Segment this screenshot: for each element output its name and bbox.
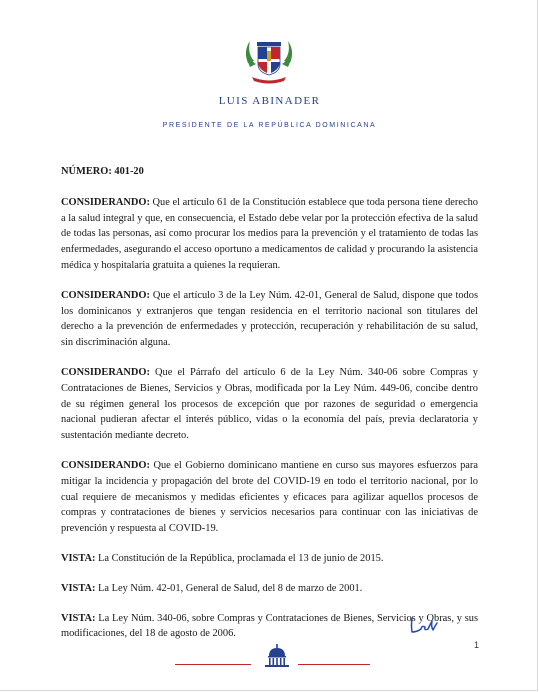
coat-of-arms-icon [240, 33, 298, 85]
paragraph-text: La Ley Núm. 42-01, General de Salud, del 8 de marzo de 2001. [95, 582, 363, 594]
vista-paragraph [61, 551, 478, 567]
page-number: 1 [474, 640, 480, 650]
paragraph-label: VISTA: [61, 612, 96, 624]
paragraph-text: Que el artículo 61 de la Constitución establece que toda persona tiene derecho a la salud integral y que, en consecuencia, el Estado debe velar por la protección efectiva de la salud de todas las personas, así como procurar los medios para la prevención y el tratamiento de todas las enfermedades, asegurando el acceso oportuno a medicamentos de calidad y procurando la asistencia médica y hospitalaria gratuita a quienes la requieran. [61, 196, 478, 271]
footer-rule-left [175, 664, 251, 665]
decree-number [61, 164, 478, 180]
president-name: LUIS ABINADER [218, 95, 321, 107]
palace-dome-icon [262, 644, 292, 668]
considerando-paragraph [61, 458, 478, 537]
paragraph-label: CONSIDERANDO: [61, 289, 150, 301]
paragraph-label: CONSIDERANDO: [61, 366, 150, 378]
paragraph-text: Que el artículo 3 de la Ley Núm. 42-01, General de Salud, dispone que todos los dominicanos y extranjeros que tengan residencia en el territorio nacional son titulares del derecho a la prevención de enfermedades y protección, recuperación y rehabilitación de su salud, sin discriminación alguna. [61, 289, 478, 349]
considerando-paragraph [61, 288, 478, 351]
vista-paragraph [61, 581, 478, 597]
paragraph-label: CONSIDERANDO: [61, 459, 150, 471]
paragraph-label: CONSIDERANDO: [61, 196, 150, 208]
paragraph-label: VISTA: [61, 552, 96, 564]
considerando-paragraph [61, 195, 478, 274]
handwritten-initials-icon [408, 614, 440, 638]
decree-number-label: NÚMERO: 401-20 [61, 166, 144, 177]
paragraph-label: VISTA: [61, 582, 96, 594]
considerando-paragraph [61, 365, 478, 444]
paragraph-text: Que el Párrafo del artículo 6 de la Ley Núm. 340-06 sobre Compras y Contrataciones de Bienes, Servicios y Obras, modificada por la Ley Núm. 449-06, concibe dentro de su régimen general los procesos de excepción que por razones de seguridad o emergencia nacional pudieran afectar el interés público, vidas o la economía del país, previa declaratoria y sustentación mediante decreto. [61, 366, 478, 442]
decree-body [61, 164, 478, 656]
paragraph-text: La Ley Núm. 340-06, sobre Compras y Contrataciones de Bienes, Servicios y Obras, y sus modificaciones, del 18 de agosto de 2006. [61, 612, 478, 640]
president-title: PRESIDENTE DE LA REPÚBLICA DOMINICANA [162, 122, 377, 129]
paragraph-text: La Constitución de la República, proclamada el 13 de junio de 2015. [95, 552, 384, 564]
footer-rule-right [298, 664, 370, 665]
paragraph-text: Que el Gobierno dominicano mantiene en curso sus mayores esfuerzos para mitigar la incidencia y propagación del brote del COVID-19 en todo el territorio nacional, por lo cual requiere de mecanismos y medidas eficientes y eficaces para agilizar aquellos procesos de compras y contrataciones de bienes y servicios necesarios para continuar con las iniciativas de prevención y respuesta al COVID-19. [61, 459, 478, 535]
